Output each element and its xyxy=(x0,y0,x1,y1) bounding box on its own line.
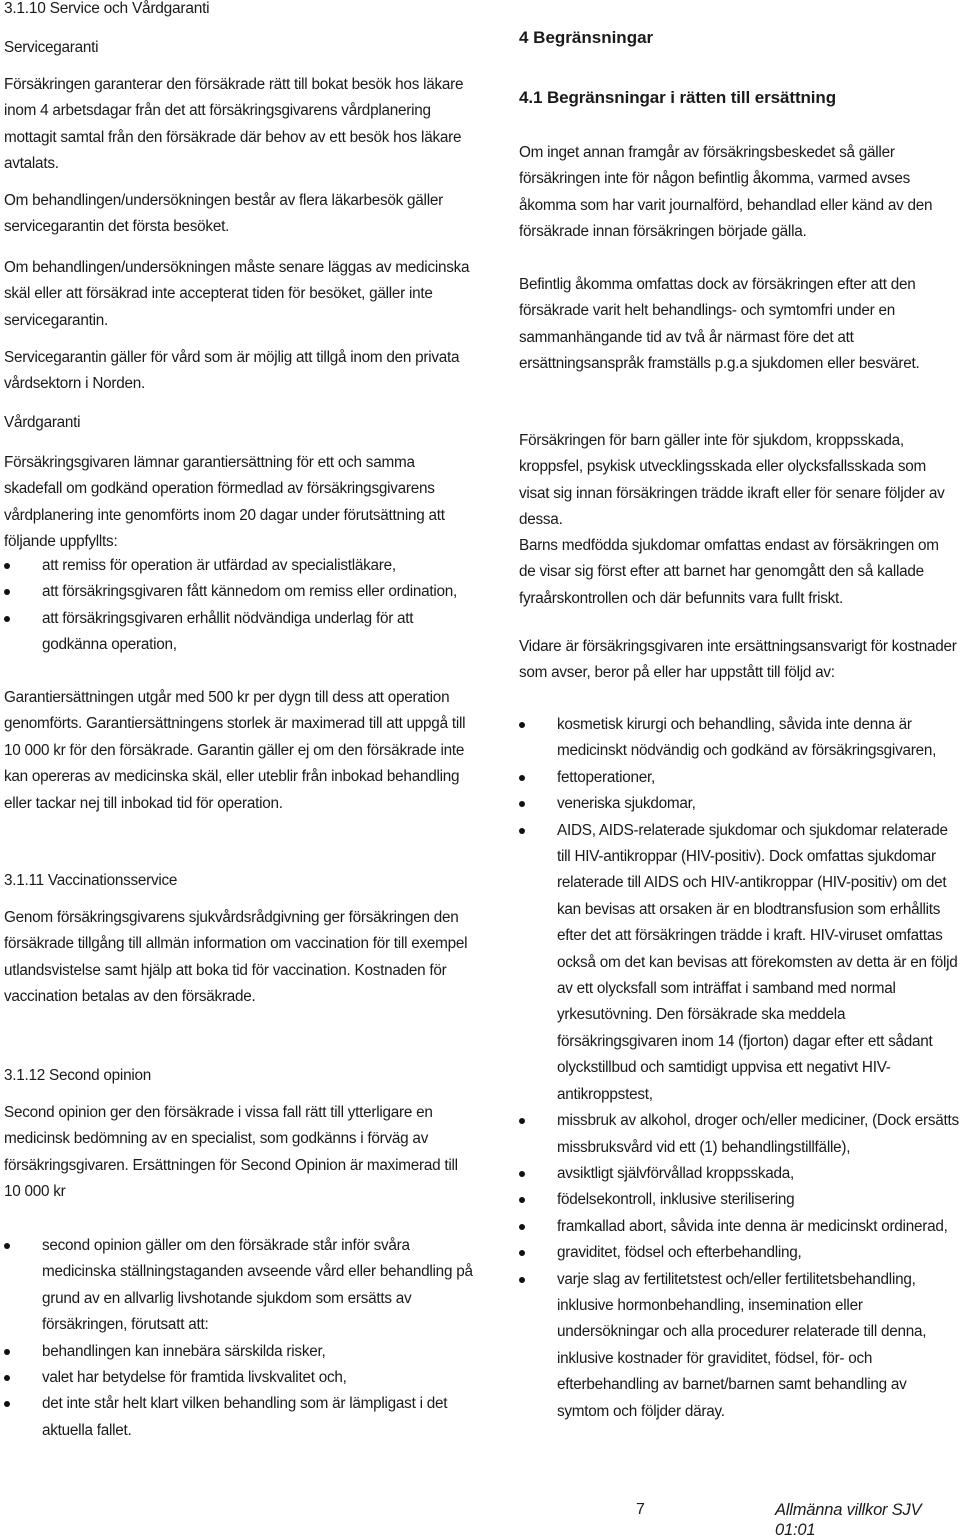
servicegaranti-paragraph-3: Om behandlingen/undersökningen måste senare läggas av medicinska skäl eller att försäkrad inte accepterat tiden för besöket, gäller inte servicegarantin. xyxy=(4,259,470,329)
list-item: AIDS, AIDS-relaterade sjukdomar och sjukdomar relaterade till HIV-antikroppar (HIV-positiv). Dock omfattas sjukdomar relaterade till AIDS och HIV-antikroppar (HIV-positiv) om det kan bevisas att orsaken är en blodtransfusion som erhållits efter det att försäkringen trädde i kraft. HIV-viruset omfattas också om det kan bevisas att förekomsten av detta är en följd av ett olycksfall som inträffat i samband med normal yrkesutövning. Den försäkrade ska meddela försäkringsgivaren inom 14 (fjorton) dagar efter ett sådant olyckstillbud och samtidigt uppvisa ett negativt HIV-antikroppstest, xyxy=(519,818,959,1108)
section-3-1-10-title: 3.1.10 Service och Vårdgaranti xyxy=(4,0,210,17)
list-item: att försäkringsgivaren erhållit nödvändiga underlag för att godkänna operation, xyxy=(4,606,474,659)
list-item: kosmetisk kirurgi och behandling, såvida inte denna är medicinskt nödvändig och godkänd av försäkringsgivaren, xyxy=(519,712,959,765)
list-item: veneriska sjukdomar, xyxy=(519,791,959,817)
servicegaranti-paragraph-1: Försäkringen garanterar den försäkrade rätt till bokat besök hos läkare inom 4 arbetsdagar från det att försäkringsgivarens vårdplanering mottagit samtal från den försäkrade där behov av ett besök hos läkare avtalats. xyxy=(4,76,464,173)
begransningar-paragraph-5: Vidare är försäkringsgivaren inte ersättningsansvarigt för kostnader som avser, beror på eller har uppstått till följd av: xyxy=(519,638,957,682)
section-3-1-11-title: 3.1.11 Vaccinationsservice xyxy=(4,872,178,889)
list-item: fettoperationer, xyxy=(519,765,959,791)
vardgaranti-conditions-list xyxy=(4,553,474,659)
list-item: varje slag av fertilitetstest och/eller fertilitetsbehandling, inklusive hormonbehandling, insemination eller undersökningar och alla procedurer relaterade till denna, inklusive kostnader för graviditet, födsel, för- och efterbehandling av barnet/barnen samt behandling av symtom och följder däray. xyxy=(519,1267,959,1425)
second-opinion-paragraph: Second opinion ger den försäkrade i vissa fall rätt till ytterligare en medicinsk bedömning av en specialist, som godkänns i förväg av försäkringsgivaren. Ersättningen för Second Opinion är maximerad till 10 000 kr xyxy=(4,1104,458,1201)
servicegaranti-paragraph-4: Servicegarantin gäller för vård som är möjlig att tillgå inom den privata vårdsektorn i Norden. xyxy=(4,349,460,393)
vaccinationsservice-paragraph: Genom försäkringsgivarens sjukvårdsrådgivning ger försäkringen den försäkrade tillgång till allmän information om vaccination för till exempel utlandsvistelse samt hjälp att boka tid för vaccination. Kostnaden för vaccination betalas av den försäkrade. xyxy=(4,909,468,1006)
section-4-title: 4 Begränsningar xyxy=(519,28,654,47)
list-item: det inte står helt klart vilken behandling som är lämpligast i det aktuella fallet. xyxy=(4,1391,474,1444)
section-3-1-12-title: 3.1.12 Second opinion xyxy=(4,1067,151,1084)
second-opinion-list xyxy=(4,1233,474,1444)
section-4-1-title: 4.1 Begränsningar i rätten till ersättning xyxy=(519,88,836,107)
list-item: avsiktligt självförvållad kroppsskada, xyxy=(519,1161,959,1187)
vardgaranti-paragraph-1: Försäkringsgivaren lämnar garantiersättning för ett och samma skadefall om godkänd operation förmedlad av försäkringsgivarens vårdplanering inte genomförts inom 20 dagar under förutsättning att följande uppfyllts: xyxy=(4,454,445,551)
list-item: graviditet, födsel och efterbehandling, xyxy=(519,1240,959,1266)
list-item: födelsekontroll, inklusive sterilisering xyxy=(519,1187,959,1213)
list-item: second opinion gäller om den försäkrade står inför svåra medicinska ställningstaganden avseende vård eller behandling på grund av en allvarlig livshotande sjukdom som ersätts av försäkringen, förutsatt att: xyxy=(4,1233,474,1339)
list-item: missbruk av alkohol, droger och/eller mediciner, (Dock ersätts missbruksvård vid ett (1) behandlingstillfälle), xyxy=(519,1108,959,1161)
servicegaranti-heading: Servicegaranti xyxy=(4,39,99,56)
footer-document-title: Allmänna villkor SJV 01:01 xyxy=(775,1501,922,1539)
list-item: behandlingen kan innebära särskilda risker, xyxy=(4,1339,474,1365)
vardgaranti-heading: Vårdgaranti xyxy=(4,414,81,431)
page-number: 7 xyxy=(636,1501,645,1518)
vardgaranti-paragraph-2: Garantiersättningen utgår med 500 kr per dygn till dess att operation genomförts. Garantiersättningens storlek är maximerad till att uppgå till 10 000 kr för den försäkrade. Garantin gäller ej om den försäkrade inte kan opereras av medicinska skäl, eller uteblir från inbokad behandling eller tackar nej till inbokad tid för operation. xyxy=(4,689,466,812)
list-item: att försäkringsgivaren fått kännedom om remiss eller ordination, xyxy=(4,579,474,605)
list-item: valet har betydelse för framtida livskvalitet och, xyxy=(4,1365,474,1391)
exclusions-list xyxy=(519,712,959,1425)
begransningar-paragraph-1: Om inget annan framgår av försäkringsbeskedet så gäller försäkringen inte för någon befintlig åkomma, varmed avses åkomma som har varit journalförd, behandlad eller känd av den försäkrade innan försäkringen började gälla. xyxy=(519,144,933,241)
list-item: framkallad abort, såvida inte denna är medicinskt ordinerad, xyxy=(519,1214,959,1240)
servicegaranti-paragraph-2: Om behandlingen/undersökningen består av flera läkarbesök gäller servicegarantin det första besöket. xyxy=(4,192,443,236)
begransningar-paragraph-3: Försäkringen för barn gäller inte för sjukdom, kroppsskada, kroppsfel, psykisk utvecklingsskada eller olycksfallsskada som visat sig innan försäkringen trädde ikraft eller för senare följder av dessa. xyxy=(519,432,945,529)
begransningar-paragraph-2: Befintlig åkomma omfattas dock av försäkringen efter att den försäkrade varit helt behandlings- och symtomfri under en sammanhängande tid av två år närmast före det att ersättningsanspråk framställs p.g.a sjukdomen eller besväret. xyxy=(519,276,920,373)
begransningar-paragraph-4: Barns medfödda sjukdomar omfattas endast av försäkringen om de visar sig först efter att barnet har genomgått den så kallade fyraårskontrollen och där befunnits vara fullt friskt. xyxy=(519,537,939,607)
list-item: att remiss för operation är utfärdad av specialistläkare, xyxy=(4,553,474,579)
